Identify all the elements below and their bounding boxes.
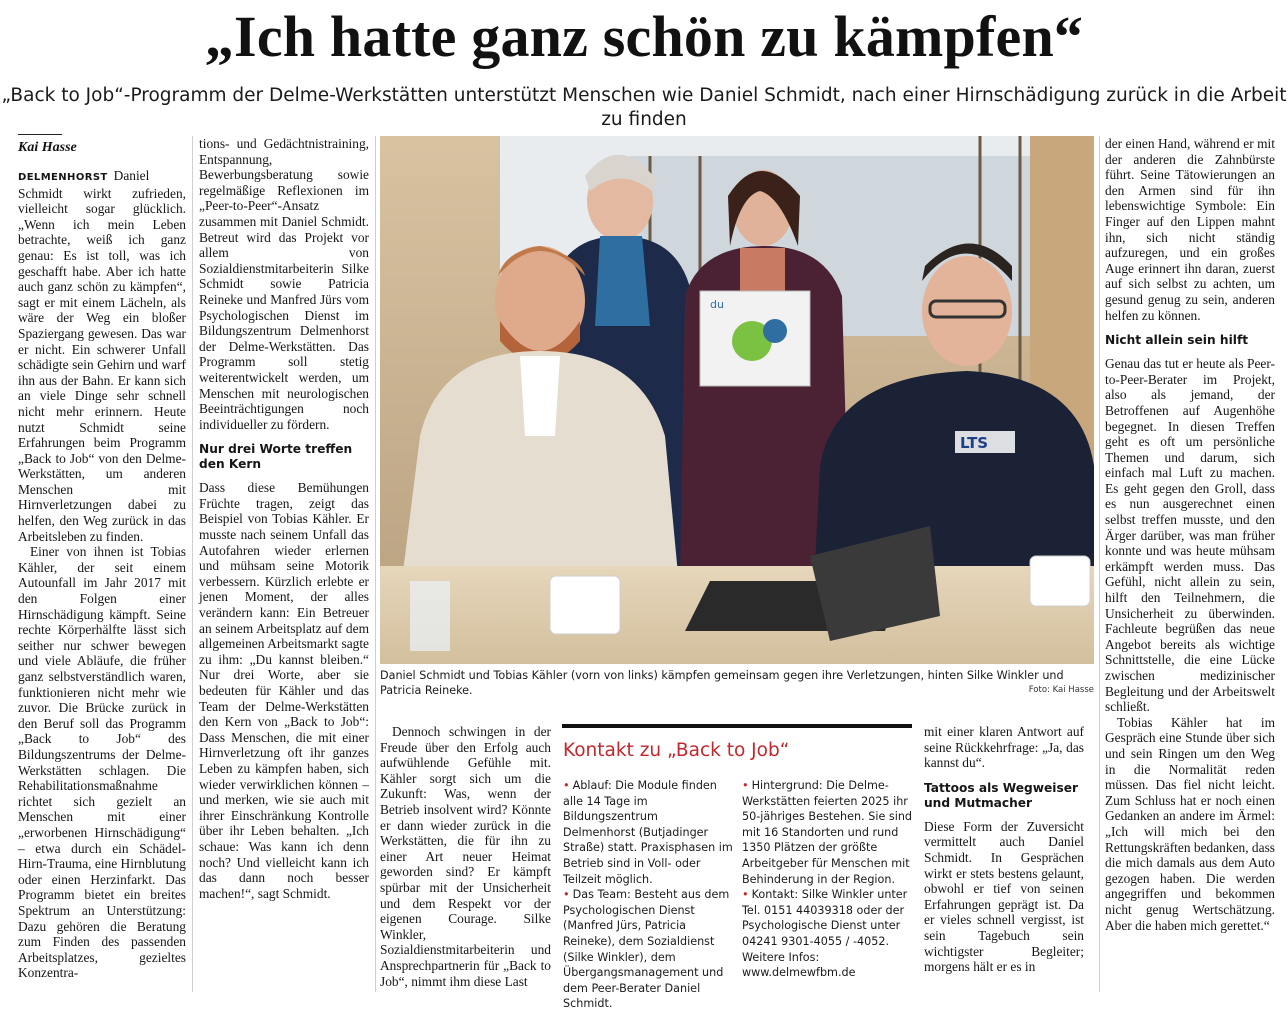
paragraph: Diese Form der Zuversicht vermittelt auch Daniel Schmidt. In Gesprächen wirkt er stets bestens gelaunt, obwohl er tief von seinen Erfahrungen geprägt ist. Da er vieles schnell vergisst, ist sein Tagebuch sein wichtigster Begleiter; morgens hält er es in — [924, 818, 1084, 975]
infobox-column-right — [742, 778, 914, 981]
brochure-logo: du — [710, 298, 724, 311]
subheadline: „Back to Job“-Programm der Delme-Werkstätten unterstützt Menschen wie Daniel Schmidt, nach einer Hirnschädigung zurück in die Arbeit zu finden — [1, 85, 1287, 130]
paragraph: Dennoch schwingen in der Freude über den Erfolg auch aufwühlende Gefühle mit. Kähler sorgt sich um die Zukunft: Was, wenn der Betrieb insolvent wird? Könnte er dann wieder zurück in die Werkstätten, die für ihn zu einer Art neuer Heimat geworden sind? Er kämpft spürbar mit der Unsicherheit und dem Respekt vor der eigenen Courage. Silke Winkler, Sozialdienstmitarbeiterin und Ansprechpartnerin für „Back to Job“, nimmt ihm diese Last — [380, 724, 551, 989]
article-photo — [380, 136, 1094, 664]
paragraph: Genau das tut er heute als Peer-to-Peer-Berater im Projekt, also als jemand, der Betroffenen auf Augenhöhe begegnet. In diesen Treffen geht es oft um persönliche Themen und darum, sich einfach mal Luft zu machen. Es geht gegen den Groll, dass es nun ausgerechnet einen selbst treffen musste, und den Ärger darüber, was man früher konnte und was heute mühsam erkämpft werden muss. Das Gefühl, nicht allein zu sein, hilft den Teilnehmern, die Unsicherheit zu überwinden. Fachleute begrüßen das neue Angebot bereits als wichtige Schnittstelle, die eine Lücke zwischen medizinischer Begleitung und der Arbeitswelt schließt. — [1105, 356, 1275, 715]
paragraph: der einen Hand, während er mit der anderen die Zahnbürste führt. Seine Tätowierungen an den Armen sind für ihn lebenswichtige Symbole: Ein Finger auf den Lippen mahnt ihn, sich nicht ständig aufzuregen, und ein großes Auge erinnert ihn daran, zuerst auf sich selbst zu achten, um gesund genug zu sein, anderen helfen zu können. — [1105, 136, 1275, 323]
article-column-2 — [199, 136, 369, 994]
headline: „Ich hatte ganz schön zu kämpfen“ — [204, 4, 1084, 69]
column-divider — [1099, 136, 1100, 992]
paragraph: Tobias Kähler hat im Gespräch eine Stunde über sich und sein Ringen um den Weg in die Normalität reden müssen. Das fiel nicht leicht. Zum Schluss hat er noch einen Gedanken an andere im Ärmel: „Ich will mich bei den Rettungskräften bedanken, dass die mich damals aus dem Auto gezogen haben. Die werden angegriffen und bekommen nicht genug Wertschätzung. Aber die haben mich gerettet.“ — [1105, 714, 1275, 933]
infobox-item — [563, 778, 733, 887]
shirt-logo: LTS — [960, 434, 989, 452]
article-column-1 — [18, 168, 186, 994]
paragraph: tions- und Gedächtnistraining, Entspannung, Bewerbungsberatung sowie regelmäßige Reflexionen im „Peer-to-Peer“-Ansatz zusammen mit Daniel Schmidt. Betreut wird das Projekt vor allem von Sozialdienstmitarbeiterin Silke Schmidt sowie Patricia Reineke und Manfred Jürs vom Psychologischen Dienst im Bildungszentrum Delmenhorst der Delme-Werkstätten. Das Programm soll stetig weiterentwickelt werden, um Menschen mit neurologischen Beeinträchtigungen noch individueller zu fördern. — [199, 136, 369, 432]
infobox-item-text: Hintergrund: Die Delme-Werkstätten feierten 2025 ihr 50-jähriges Bestehen. Sie sind mit 16 Standorten und rund 1350 Plätzen der größte Arbeitgeber für Menschen mit Behinderung in der Region. — [742, 779, 913, 886]
article-column-3 — [380, 724, 551, 994]
author-rule — [18, 134, 62, 135]
subheading: Nicht allein sein hilft — [1105, 333, 1249, 348]
infobox-title: Kontakt zu „Back to Job“ — [563, 740, 790, 761]
bullet-icon: • — [742, 888, 749, 902]
subheading: Nur drei Worte treffen den Kern — [199, 442, 353, 472]
article-column-7 — [1105, 136, 1275, 994]
column-divider — [192, 136, 193, 992]
paragraph: mit einer klaren Antwort auf seine Rückkehrfrage: „Ja, das kannst du“. — [924, 724, 1084, 771]
article-column-6 — [924, 724, 1084, 994]
infobox-item — [742, 778, 914, 887]
author-byline: Kai Hasse — [18, 140, 77, 155]
subheading: Tattoos als Wegweiser und Mutmacher — [924, 780, 1078, 810]
dateline: DELMENHORST — [18, 172, 108, 183]
bullet-icon: • — [563, 888, 570, 902]
brochure — [700, 291, 810, 386]
photo-credit: Foto: Kai Hasse — [1028, 685, 1094, 695]
infobox-item-text: Ablauf: Die Module finden alle 14 Tage im Bildungszentrum Delmenhorst (Butjadinger Straße) statt. Praxisphasen im Betrieb sind in Voll- oder Teilzeit möglich. — [563, 779, 733, 886]
bullet-icon: • — [563, 779, 570, 792]
paragraph — [18, 168, 186, 544]
infobox-item-text: Kontakt: Silke Winkler unter Tel. 0151 44039318 oder der Psychologische Dienst unter 04241 9301-4055 / -4052. Weitere Infos: www.delmewfbm.de — [742, 888, 908, 980]
infobox-item — [742, 887, 914, 981]
bullet-icon: • — [742, 779, 749, 792]
photo-caption: Daniel Schmidt und Tobias Kähler (vorn von links) kämpfen gemeinsam gegen ihre Verletzungen, hinten Silke Winkler und Patricia Reineke. — [380, 669, 1064, 697]
infobox-item — [563, 887, 733, 1012]
column-divider — [375, 136, 376, 992]
infobox-item-text: Das Team: Besteht aus dem Psychologischen Dienst (Manfred Jürs, Patricia Reineke), dem Sozialdienst (Silke Winkler), dem Übergangsmanagement und dem Peer-Berater Daniel Schmidt. — [563, 888, 730, 1011]
infobox-column-left — [563, 778, 733, 1012]
paragraph: Dass diese Bemühungen Früchte tragen, zeigt das Beispiel von Tobias Kähler. Er musste nach seinem Unfall das Autofahren wieder erlernen und mühsam seine Motorik verbessern. Kürzlich erlebte er jenen Moment, der alles verändern kann: Ein Betreuer an seinem Arbeitsplatz auf dem allgemeinen Arbeitsmarkt sagte zu ihm: „Du kannst bleiben.“ Nur drei Worte, aber sie bedeuten für Kähler und das Team der Delme-Werkstätten den Kern von „Back to Job“: Dass Menschen, die mit einer Hirnverletzung oft ihr ganzes Leben zu kämpfen haben, sich wieder verwirklichen können – und merken, wie sie auch mit ihrer Einschränkung Kontrolle über ihr Leben behalten. „Ich schaue: Was kann ich denn noch? Und vielleicht kann ich das dann noch besser machen!“, sagt Schmidt. — [199, 480, 369, 901]
infobox-rule — [562, 724, 912, 728]
paragraph-text: Daniel Schmidt wirkt zufrieden, vielleicht sogar glücklich. „Wenn ich mein Leben betrachte, weiß ich ganz genau: Es ist toll, was ich geschafft habe. Aber ich hatte auch ganz schön zu kämpfen“, sagt er mit einem Lächeln, als wäre der Weg ein bloßer Spaziergang gewesen. Das war er nicht. Ein schwerer Unfall schädigte sein Gehirn und warf ihn aus der Bahn. Er kann sich an viele Dinge sehr schnell nicht mehr erinnern. Heute nutzt Schmidt seine Erfahrungen beim Programm „Back to Job“ von den Delme-Werkstätten, um anderen Menschen mit Hirnverletzungen dabei zu helfen, den Weg zurück in das Arbeitsleben zu finden. — [18, 168, 186, 544]
paragraph: Einer von ihnen ist Tobias Kähler, der seit einem Autounfall im Jahr 2017 mit den Folgen einer Hirnschädigung kämpft. Seine rechte Körperhälfte lässt sich seither nur schwer bewegen und viele Abläufe, die früher ganz selbstverständlich waren, funktionieren nicht mehr wie zuvor. Die Brücke zurück in den Beruf soll das Programm „Back to Job“ des Bildungszentrums der Delme-Werkstätten schlagen. Die Rehabilitationsmaßnahme richtet sich gezielt an Menschen mit einer „erworbenen Hirnschädigung“ – etwa durch ein Schädel-Hirn-Trauma, eine Hirnblutung oder einen Herzinfarkt. Das Programm bietet ein breites Spektrum an Unterstützung: Dazu gehören die Beratung zum Finden des passenden Arbeitsplatzes, gezieltes Konzentra- — [18, 544, 186, 981]
